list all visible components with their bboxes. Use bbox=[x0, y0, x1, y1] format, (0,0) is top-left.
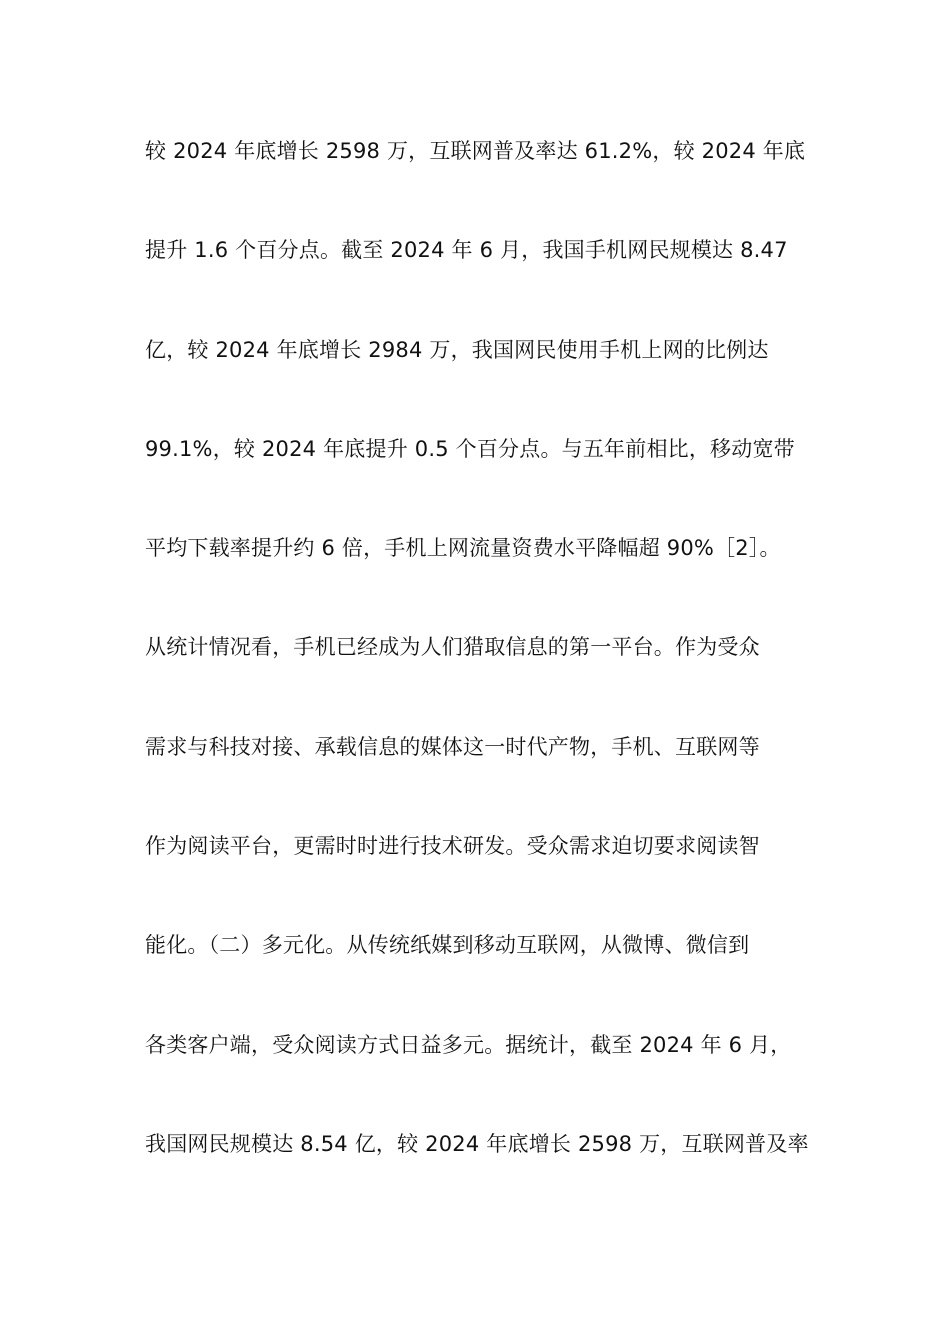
text-line: 亿，较 2024 年底增长 2984 万，我国网民使用手机上网的比例达 bbox=[145, 337, 769, 362]
text-line: 能化。（二）多元化。从传统纸媒到移动互联网，从微博、微信到 bbox=[145, 933, 750, 958]
text-line: 平均下载率提升约 6 倍，手机上网流量资费水平降幅超 90%［2］。 bbox=[145, 536, 781, 561]
text-line: 需求与科技对接、承载信息的媒体这一时代产物，手机、互联网等 bbox=[145, 734, 760, 759]
text-line: 我国网民规模达 8.54 亿，较 2024 年底增长 2598 万，互联网普及率 bbox=[145, 1131, 809, 1156]
body-paragraph bbox=[145, 129, 815, 1221]
text-line: 从统计情况看，手机已经成为人们猎取信息的第一平台。作为受众 bbox=[145, 635, 760, 660]
text-line: 作为阅读平台，更需时时进行技术研发。受众需求迫切要求阅读智 bbox=[145, 834, 760, 859]
text-line: 提升 1.6 个百分点。截至 2024 年 6 月，我国手机网民规模达 8.47 bbox=[145, 238, 788, 263]
text-line: 较 2024 年底增长 2598 万，互联网普及率达 61.2%，较 2024 年底 bbox=[145, 139, 806, 163]
text-line: 各类客户端，受众阅读方式日益多元。据统计，截至 2024 年 6 月， bbox=[145, 1032, 792, 1057]
text-line: 99.1%，较 2024 年底提升 0.5 个百分点。与五年前相比，移动宽带 bbox=[145, 436, 795, 461]
